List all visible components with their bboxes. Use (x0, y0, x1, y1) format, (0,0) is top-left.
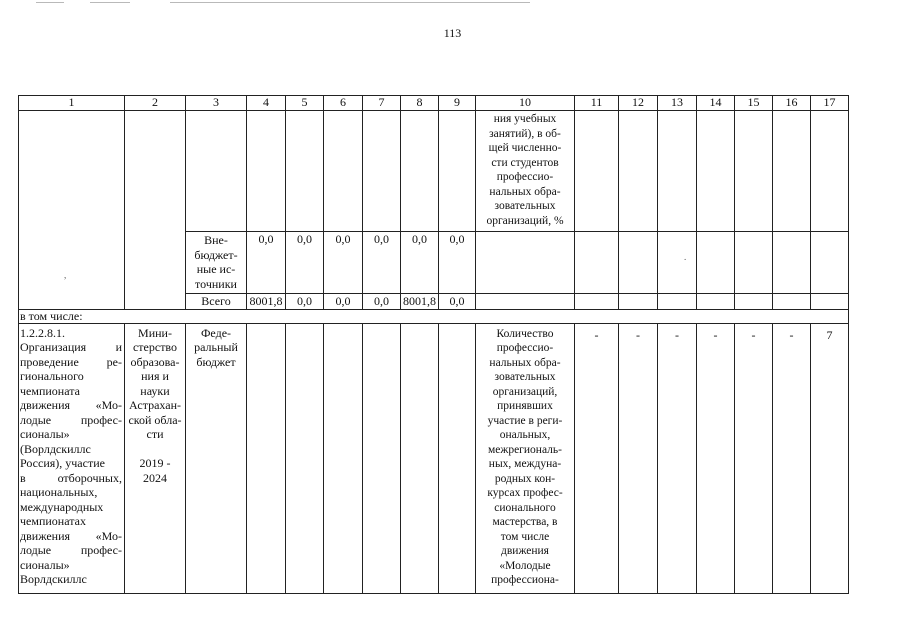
year-value-cell: - (697, 323, 735, 593)
empty-cell (247, 323, 286, 593)
empty-cell (439, 111, 476, 232)
empty-cell (439, 323, 476, 593)
year-value-cell: - (575, 323, 619, 593)
empty-cell (19, 111, 125, 310)
empty-cell (773, 232, 811, 294)
header-row (19, 96, 849, 111)
empty-cell (401, 111, 439, 232)
empty-cell (476, 294, 575, 310)
amount-cell: 0,0 (363, 294, 401, 310)
indicator-cell: Количество профессио- нальных обра- зовательных организаций, принявших участие в реги- ональных, межрегиональ- ных, междуна- родных кон- курсах профес- сионального мастерства, в том числе движения «Молодые профессиона- (476, 323, 575, 593)
funding-source-cell: Феде- ральный бюджет (186, 323, 247, 593)
empty-cell (658, 232, 697, 294)
empty-cell (619, 111, 658, 232)
empty-cell (619, 294, 658, 310)
scan-speck: , (64, 270, 67, 280)
column-header: 9 (439, 96, 476, 111)
including-label: в том числе: (19, 309, 849, 323)
empty-cell (697, 294, 735, 310)
amount-cell: 8001,8 (401, 294, 439, 310)
amount-cell: 0,0 (324, 232, 363, 294)
empty-cell (247, 111, 286, 232)
empty-cell (363, 323, 401, 593)
column-header: 13 (658, 96, 697, 111)
empty-cell (324, 323, 363, 593)
amount-cell: 0,0 (439, 294, 476, 310)
empty-cell (773, 294, 811, 310)
scan-artifact (36, 2, 64, 3)
column-header: 8 (401, 96, 439, 111)
amount-cell: 0,0 (286, 294, 324, 310)
column-header: 1 (19, 96, 125, 111)
year-value-cell: - (735, 323, 773, 593)
column-header: 5 (286, 96, 324, 111)
empty-cell (697, 111, 735, 232)
amount-cell: 0,0 (324, 294, 363, 310)
empty-cell (286, 323, 324, 593)
empty-cell (811, 232, 849, 294)
empty-cell (658, 111, 697, 232)
period-start: 2019 - (139, 456, 171, 470)
column-header: 12 (619, 96, 658, 111)
amount-cell: 0,0 (363, 232, 401, 294)
amount-cell: 0,0 (247, 232, 286, 294)
empty-cell (575, 294, 619, 310)
year-value-cell: - (658, 323, 697, 593)
amount-cell: 0,0 (439, 232, 476, 294)
empty-cell (186, 111, 247, 232)
empty-cell (324, 111, 363, 232)
column-header: 10 (476, 96, 575, 111)
empty-cell (773, 111, 811, 232)
empty-cell (658, 294, 697, 310)
empty-cell (575, 111, 619, 232)
indicator-continued-text: ния учебных занятий), в об- щей численно- сти студентов профессио- нальных обра- зовательных организаций, % (476, 111, 575, 232)
scan-speck: . (684, 252, 687, 262)
page-number: 113 (443, 26, 462, 40)
empty-cell (619, 232, 658, 294)
column-header: 6 (324, 96, 363, 111)
year-value-cell: 7 (811, 323, 849, 593)
empty-cell (735, 294, 773, 310)
empty-cell (575, 232, 619, 294)
column-header: 15 (735, 96, 773, 111)
scan-artifact (170, 2, 530, 3)
year-value-cell: - (619, 323, 658, 593)
scan-artifact (90, 2, 130, 3)
activity-name-cell: 1.2.2.8.1. Организация и проведение ре- гионального чемпионата движения «Мо- лодые профес- сионалы» (Ворлдскиллс Россия), участие в отборочных, национальных, международных чемпионатах движения «Мо- лодые профес- сионалы» Ворлдскиллс (19, 323, 125, 593)
year-value-cell: - (773, 323, 811, 593)
column-header: 17 (811, 96, 849, 111)
continuation-row (19, 111, 849, 232)
column-header: 3 (186, 96, 247, 111)
empty-cell (476, 232, 575, 294)
column-header: 7 (363, 96, 401, 111)
activity-row (19, 323, 849, 593)
spacer (125, 442, 185, 457)
empty-cell (286, 111, 324, 232)
including-row (19, 309, 849, 323)
column-header: 16 (773, 96, 811, 111)
empty-cell (811, 111, 849, 232)
amount-cell: 0,0 (286, 232, 324, 294)
empty-cell (735, 111, 773, 232)
empty-cell (811, 294, 849, 310)
amount-cell: 8001,8 (247, 294, 286, 310)
empty-cell (401, 323, 439, 593)
funding-source-cell: Вне- бюджет- ные ис- точники (186, 232, 247, 294)
empty-cell (735, 232, 773, 294)
amount-cell: 0,0 (401, 232, 439, 294)
column-header: 11 (575, 96, 619, 111)
empty-cell (363, 111, 401, 232)
program-table (18, 95, 849, 594)
column-header: 14 (697, 96, 735, 111)
empty-cell (125, 111, 186, 310)
executor-cell: Мини- стерство образова- ния и науки Астрахан- ской обла- сти 2019 - 2024 (125, 323, 186, 593)
column-header: 4 (247, 96, 286, 111)
period-end: 2024 (143, 470, 167, 485)
column-header: 2 (125, 96, 186, 111)
empty-cell (697, 232, 735, 294)
total-label: Всего (186, 294, 247, 310)
